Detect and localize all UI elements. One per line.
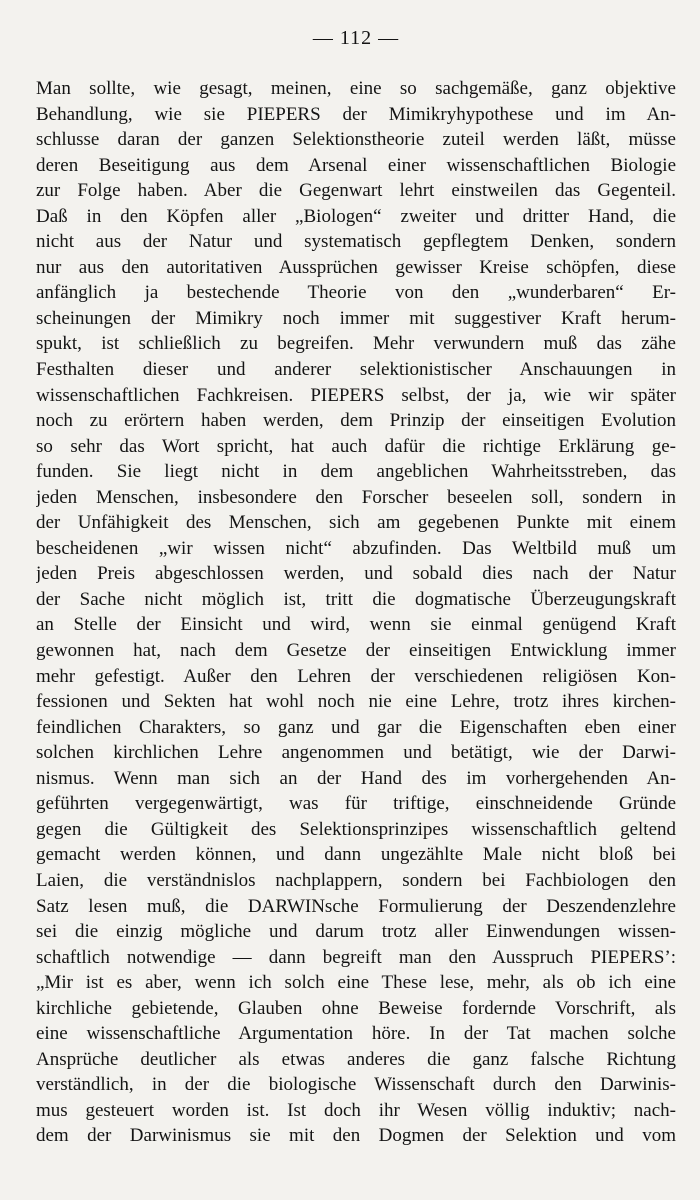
text-line: an Stelle der Einsicht und wird, wenn sie einmal genügend Kraft [36, 614, 676, 636]
text-line: noch zu erörtern haben werden, dem Prinzip der einseitigen Evolution [36, 410, 676, 432]
body-text [36, 76, 676, 1149]
text-line: Behandlung, wie sie PIEPERS der Mimikryhypothese und im An- [36, 103, 676, 125]
text-line: mus gesteuert worden ist. Ist doch ihr Wesen völlig induktiv; nach- [36, 1099, 676, 1121]
text-line: sei die einzig mögliche und darum trotz aller Einwendungen wissen- [36, 921, 676, 943]
text-line: so sehr das Wort spricht, hat auch dafür die richtige Erklärung ge- [36, 435, 676, 457]
text-line: geführten vergegenwärtigt, was für triftige, einschneidende Gründe [36, 793, 676, 815]
text-line: verständlich, in der die biologische Wissenschaft durch den Darwinis- [36, 1074, 676, 1096]
text-line: fessionen und Sekten hat wohl noch nie eine Lehre, trotz ihres kirchen- [36, 691, 676, 713]
page-number: — 112 — [312, 27, 400, 49]
text-line: „Mir ist es aber, wenn ich solch eine These lese, mehr, als ob ich eine [36, 972, 676, 994]
text-line: Man sollte, wie gesagt, meinen, eine so sachgemäße, ganz objektive [36, 78, 676, 99]
text-line: scheinungen der Mimikry noch immer mit suggestiver Kraft herum- [36, 307, 676, 329]
text-line: gemacht werden können, und dann ungezählte Male nicht bloß bei [36, 844, 676, 866]
text-line: jeden Menschen, insbesondere den Forscher beseelen soll, sondern in [36, 486, 676, 508]
text-line: solchen kirchlichen Lehre angenommen und betätigt, wie der Darwi- [36, 742, 676, 764]
text-line: schlusse daran der ganzen Selektionstheorie zuteil werden läßt, müsse [36, 129, 676, 151]
text-line: gewonnen hat, nach dem Gesetze der einseitigen Entwicklung immer [36, 640, 676, 662]
text-line: deren Beseitigung aus dem Arsenal einer wissenschaftlichen Biologie [36, 154, 676, 176]
text-line: funden. Sie liegt nicht in dem angeblichen Wahrheitsstreben, das [36, 461, 676, 483]
text-line: anfänglich ja bestechende Theorie von den „wunderbaren“ Er- [36, 282, 676, 304]
text-line: nur aus den autoritativen Aussprüchen gewisser Kreise schöpfen, diese [36, 256, 676, 278]
text-line: zur Folge haben. Aber die Gegenwart lehrt einstweilen das Gegenteil. [36, 180, 676, 202]
text-line: eine wissenschaftliche Argumentation höre. In der Tat machen solche [36, 1023, 676, 1045]
text-line: jeden Preis abgeschlossen werden, und sobald dies nach der Natur [36, 563, 676, 585]
text-line: bescheidenen „wir wissen nicht“ abzufinden. Das Weltbild muß um [36, 537, 676, 559]
text-line: schaftlich notwendige — dann begreift man den Ausspruch PIEPERS’: [36, 946, 676, 968]
text-line: nismus. Wenn man sich an der Hand des im vorhergehenden An- [36, 767, 676, 789]
text-line: Satz lesen muß, die DARWINsche Formulierung der Deszendenzlehre [36, 895, 676, 917]
text-line: nicht aus der Natur und systematisch gepflegtem Denken, sondern [36, 231, 676, 253]
text-line: Ansprüche deutlicher als etwas anderes die ganz falsche Richtung [36, 1048, 676, 1070]
text-line: dem der Darwinismus sie mit den Dogmen der Selektion und vom [36, 1125, 676, 1147]
text-line: spukt, ist schließlich zu begreifen. Mehr verwundern muß das zähe [36, 333, 676, 355]
text-line: der Unfähigkeit des Menschen, sich am gegebenen Punkte mit einem [36, 512, 676, 534]
text-line: kirchliche gebietende, Glauben ohne Beweise fordernde Vorschrift, als [36, 997, 676, 1019]
text-line: gegen die Gültigkeit des Selektionsprinzipes wissenschaftlich geltend [36, 818, 676, 840]
text-line: feindlichen Charakters, so ganz und gar die Eigenschaften eben einer [36, 716, 676, 738]
text-line: Daß in den Köpfen aller „Biologen“ zweiter und dritter Hand, die [36, 205, 676, 227]
text-line: Laien, die verständnislos nachplappern, sondern bei Fachbiologen den [36, 869, 676, 891]
text-line: wissenschaftlichen Fachkreisen. PIEPERS selbst, der ja, wie wir später [36, 384, 676, 406]
text-line: mehr gefestigt. Außer den Lehren der verschiedenen religiösen Kon- [36, 665, 676, 687]
text-line: Festhalten dieser und anderer selektionistischer Anschauungen in [36, 359, 676, 381]
text-line: der Sache nicht möglich ist, tritt die dogmatische Überzeugungskraft [36, 588, 676, 610]
